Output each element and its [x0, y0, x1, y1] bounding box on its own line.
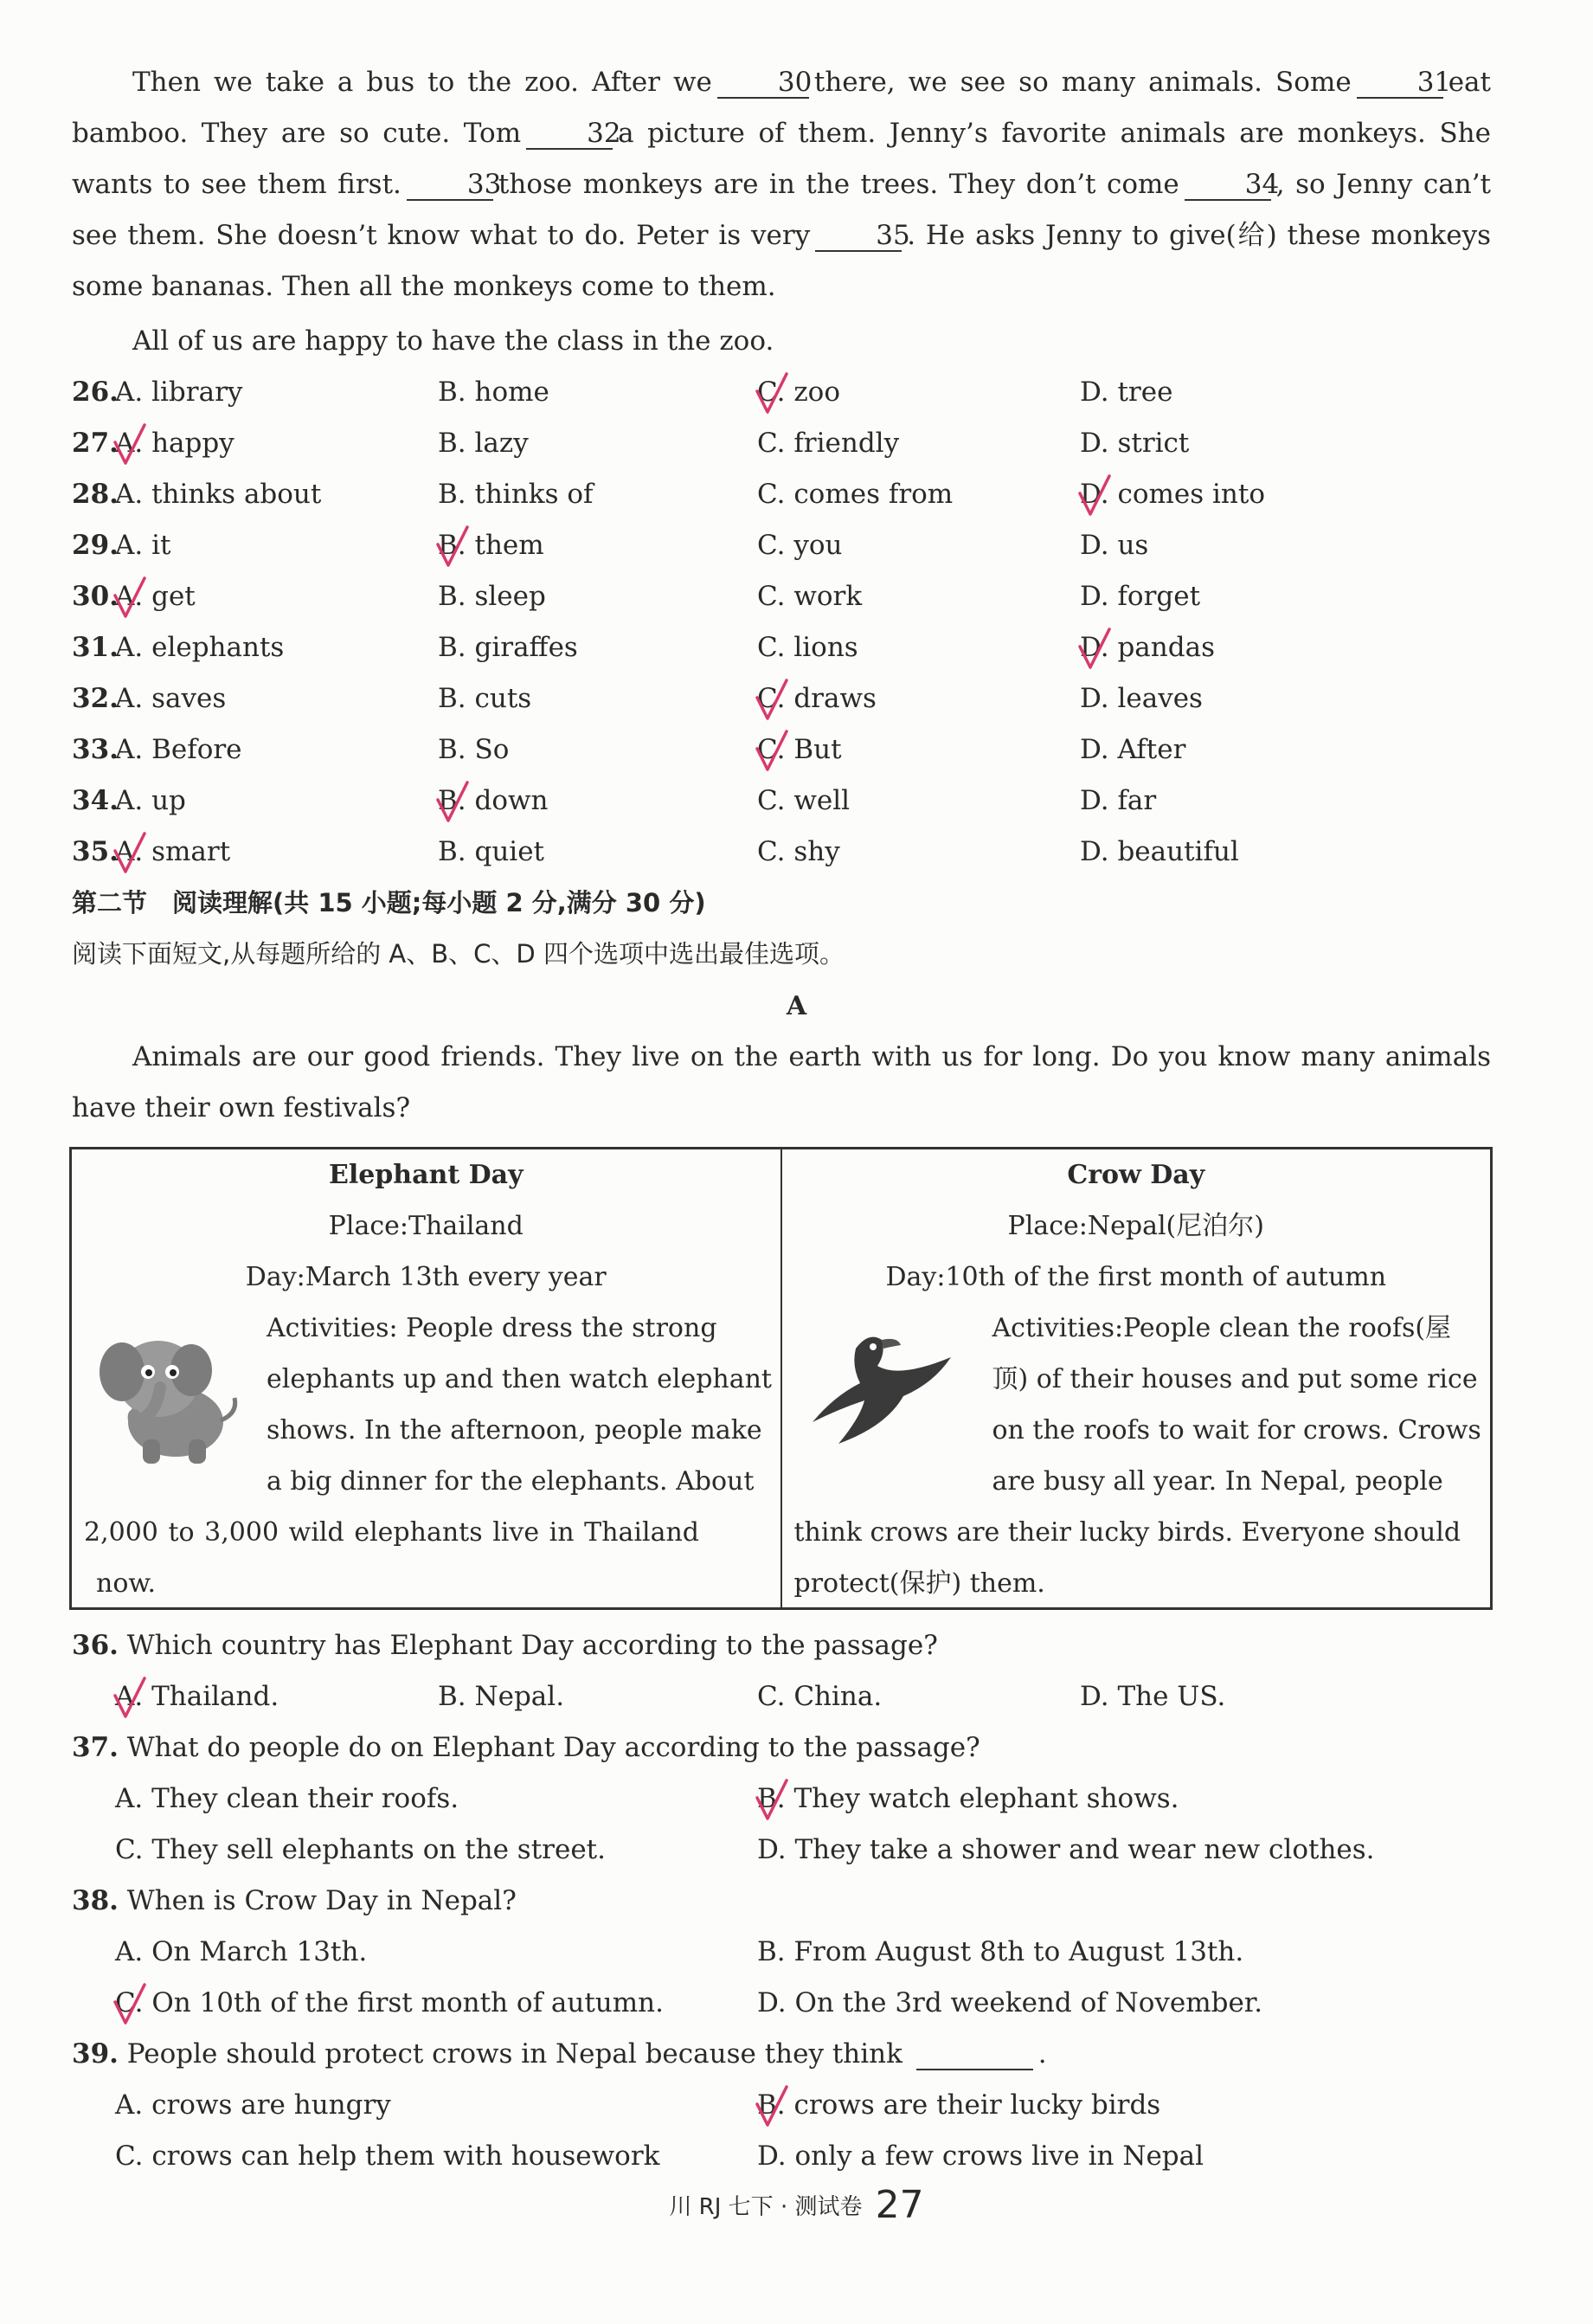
crow-activities-line: protect(保护) them.	[793, 1568, 1045, 1599]
option-c[interactable]: C. China.	[757, 1681, 883, 1712]
festival-table	[69, 1147, 1493, 1610]
elephant-day-date: Day:March 13th every year	[245, 1262, 607, 1292]
question-number: 33.	[72, 734, 119, 765]
option-b[interactable]: B. So	[438, 734, 510, 765]
check-mark-icon	[755, 2085, 790, 2130]
option-a[interactable]: A. Before	[115, 734, 242, 765]
elephant-activities-line: Activities: People dress the strong	[267, 1313, 717, 1343]
cloze-row-32	[72, 673, 1526, 724]
question-37	[72, 1722, 980, 1774]
elephant-day-cell	[71, 1149, 781, 1609]
crow-activities-line: Activities:People clean the roofs(屋	[992, 1313, 1452, 1343]
option-a[interactable]: A. library	[115, 377, 243, 408]
crow-image	[804, 1314, 968, 1457]
option-d[interactable]: D. strict	[1080, 428, 1190, 459]
option-d[interactable]: D. pandas	[1080, 632, 1215, 663]
option-a[interactable]: A. crows are hungry	[115, 2089, 391, 2121]
question-36-options	[72, 1671, 1526, 1722]
check-mark-icon	[1078, 474, 1113, 519]
option-c[interactable]: C. you	[757, 530, 843, 561]
question-text: When is Crow Day in Nepal?	[126, 1885, 517, 1916]
question-text: What do people do on Elephant Day according to the passage?	[126, 1732, 980, 1763]
question-number: 30.	[72, 581, 119, 612]
question-37-options-row2	[72, 1825, 1526, 1876]
check-mark-icon	[755, 730, 790, 775]
option-d[interactable]: D. tree	[1080, 377, 1173, 408]
option-c[interactable]: C. But	[757, 734, 842, 765]
blank-30: 30	[717, 68, 809, 99]
section-instruction: 阅读下面短文,从每题所给的 A、B、C、D 四个选项中选出最佳选项。	[72, 939, 845, 969]
check-mark-icon	[113, 576, 148, 621]
option-b[interactable]: B. giraffes	[438, 632, 578, 663]
question-number: 26.	[72, 377, 119, 408]
option-c[interactable]: C. On 10th of the first month of autumn.	[115, 1987, 664, 2018]
option-a[interactable]: A. get	[115, 581, 196, 612]
elephant-image	[89, 1318, 249, 1470]
option-b[interactable]: B. down	[438, 785, 549, 816]
check-mark-icon	[755, 679, 790, 724]
elephant-activities-line: 2,000 to 3,000 wild elephants live in Thailand	[84, 1517, 699, 1548]
question-number: 32.	[72, 683, 119, 714]
option-a[interactable]: A. up	[115, 785, 186, 816]
crow-activities-line: on the roofs to wait for crows. Crows	[992, 1415, 1481, 1445]
check-mark-icon	[436, 781, 471, 826]
crow-day-date: Day:10th of the first month of autumn	[885, 1262, 1387, 1292]
option-a[interactable]: A. smart	[115, 836, 231, 867]
option-d[interactable]: D. us	[1080, 530, 1149, 561]
check-mark-icon	[113, 1677, 148, 1722]
option-b[interactable]: B. them	[438, 530, 544, 561]
option-c[interactable]: C. They sell elephants on the street.	[115, 1834, 606, 1865]
option-d[interactable]: D. leaves	[1080, 683, 1203, 714]
crow-activities-line: 顶) of their houses and put some rice	[992, 1364, 1478, 1394]
question-text: Which country has Elephant Day according to the passage?	[126, 1630, 938, 1661]
option-b[interactable]: B. From August 8th to August 13th.	[757, 1936, 1244, 1967]
page-number: 27	[875, 2183, 924, 2227]
check-mark-icon	[755, 1779, 790, 1824]
check-mark-icon	[113, 832, 148, 877]
question-number: 31.	[72, 632, 119, 663]
option-d[interactable]: D. On the 3rd weekend of November.	[757, 1987, 1263, 2018]
cloze-row-33	[72, 724, 1526, 776]
passage-text: . He asks Jenny to give(给) these monkeys some bananas. Then all the monkeys come to them.	[72, 220, 1491, 302]
elephant-day-title: Elephant Day	[328, 1160, 524, 1190]
question-38-options-row2	[72, 1978, 1526, 2029]
option-b[interactable]: B. cuts	[438, 683, 532, 714]
option-c[interactable]: C. well	[757, 785, 851, 816]
option-d[interactable]: D. only a few crows live in Nepal	[757, 2141, 1204, 2172]
elephant-day-place: Place:Thailand	[328, 1211, 524, 1241]
elephant-activities-line: shows. In the afternoon, people make	[267, 1415, 762, 1445]
option-a[interactable]: A. thinks about	[115, 479, 322, 510]
option-c[interactable]: C. draws	[757, 683, 877, 714]
option-d[interactable]: D. After	[1080, 734, 1186, 765]
elephant-activities-line: elephants up and then watch elephant	[267, 1364, 772, 1394]
question-number: 39.	[72, 2038, 119, 2070]
option-d[interactable]: D. far	[1080, 785, 1157, 816]
passage-text: a picture of them. Jenny’s favorite animals are monkeys. She wants to see them first.	[72, 118, 1491, 200]
option-c[interactable]: C. shy	[757, 836, 840, 867]
option-b[interactable]: B. crows are their lucky birds	[757, 2089, 1161, 2121]
blank-31: 31	[1357, 68, 1443, 99]
question-number: 29.	[72, 530, 119, 561]
check-mark-icon	[1078, 628, 1113, 673]
question-39: 39. People should protect crows in Nepal because they think .	[72, 2038, 1047, 2070]
question-number: 34.	[72, 785, 119, 816]
option-a[interactable]: A. On March 13th.	[115, 1936, 368, 1967]
blank-33: 33	[407, 170, 493, 201]
passage-text: , so Jenny can’t see them. She doesn’t know what to do. Peter is very	[72, 169, 1492, 251]
option-a[interactable]: A. Thailand.	[115, 1681, 279, 1712]
cloze-row-34	[72, 776, 1526, 827]
option-c[interactable]: C. friendly	[757, 428, 900, 459]
passage-a-intro: Animals are our good friends. They live on the earth with us for long. Do you know many animals have their own festivals?	[72, 1041, 1491, 1123]
option-a[interactable]: A. They clean their roofs.	[115, 1783, 459, 1814]
passage-text: there, we see so many animals. Some	[813, 67, 1352, 98]
check-mark-icon	[436, 525, 471, 570]
option-b[interactable]: B. They watch elephant shows.	[757, 1783, 1179, 1814]
passage-text: Then we take a bus to the zoo. After we	[132, 67, 712, 98]
option-b[interactable]: B. Nepal.	[438, 1681, 565, 1712]
passage-letter: A	[786, 991, 807, 1021]
passage-text: eat bamboo. They are so cute. Tom	[72, 67, 1491, 149]
question-39-options-row1	[72, 2080, 1526, 2131]
option-a[interactable]: A. saves	[115, 683, 227, 714]
option-b[interactable]: B. sleep	[438, 581, 546, 612]
option-b[interactable]: B. thinks of	[438, 479, 594, 510]
option-b[interactable]: B. lazy	[438, 428, 529, 459]
option-d[interactable]: D. forget	[1080, 581, 1201, 612]
question-text: People should protect crows in Nepal because they think	[126, 2038, 902, 2070]
option-a[interactable]: A. happy	[115, 428, 234, 459]
blank-34: 34	[1185, 170, 1271, 201]
passage-text: those monkeys are in the trees. They don’t come	[498, 169, 1179, 200]
question-36	[72, 1620, 938, 1671]
question-38-options-row1	[72, 1927, 1526, 1978]
option-c[interactable]: C. lions	[757, 632, 858, 663]
question-39-options-row2	[72, 2131, 1526, 2182]
cloze-row-29	[72, 520, 1526, 571]
question-number: 37.	[72, 1732, 119, 1763]
option-b[interactable]: B. home	[438, 377, 549, 408]
crow-activities-line: think crows are their lucky birds. Everyone should	[793, 1517, 1461, 1548]
question-number: 36.	[72, 1630, 119, 1661]
option-d[interactable]: D. beautiful	[1080, 836, 1239, 867]
cloze-row-30	[72, 571, 1526, 622]
page-footer	[0, 2183, 1593, 2227]
question-37-options-row1	[72, 1774, 1526, 1825]
option-c[interactable]: C. zoo	[757, 377, 840, 408]
blank-35: 35	[815, 221, 902, 252]
cloze-row-27	[72, 418, 1526, 469]
elephant-activities-line: a big dinner for the elephants. About	[267, 1466, 755, 1497]
option-b[interactable]: B. quiet	[438, 836, 545, 867]
check-mark-icon	[113, 1983, 148, 2028]
option-a[interactable]: A. elephants	[115, 632, 285, 663]
option-c[interactable]: C. crows can help them with housework	[115, 2141, 660, 2172]
check-mark-icon	[755, 372, 790, 417]
option-d[interactable]: D. comes into	[1080, 479, 1265, 510]
crow-day-cell	[781, 1149, 1492, 1609]
section-title: 第二节 阅读理解(共 15 小题;每小题 2 分,满分 30 分)	[72, 888, 706, 917]
option-a[interactable]: A. it	[115, 530, 171, 561]
blank-32: 32	[526, 119, 613, 150]
crow-activities-line: are busy all year. In Nepal, people	[992, 1466, 1443, 1497]
footer-meta: 川 RJ 七下 · 测试卷	[669, 2194, 863, 2220]
question-number: 38.	[72, 1885, 119, 1916]
answer-blank	[916, 2039, 1033, 2070]
option-d[interactable]: D. The US.	[1080, 1681, 1226, 1712]
crow-day-title: Crow Day	[1067, 1160, 1205, 1190]
passage-closing: All of us are happy to have the class in the zoo.	[132, 325, 774, 357]
question-number: 35.	[72, 836, 119, 867]
cloze-row-28	[72, 469, 1526, 520]
passage-paragraph	[72, 57, 1491, 312]
crow-day-place: Place:Nepal(尼泊尔)	[1007, 1211, 1264, 1241]
elephant-activities-line: now.	[96, 1568, 157, 1599]
option-d[interactable]: D. They take a shower and wear new clothes.	[757, 1834, 1375, 1865]
cloze-row-35	[72, 827, 1526, 878]
cloze-row-26	[72, 367, 1526, 418]
question-38	[72, 1876, 517, 1927]
option-c[interactable]: C. comes from	[757, 479, 954, 510]
option-c[interactable]: C. work	[757, 581, 863, 612]
question-number: 28.	[72, 479, 119, 510]
check-mark-icon	[113, 423, 148, 468]
question-number: 27.	[72, 428, 119, 459]
cloze-row-31	[72, 622, 1526, 673]
